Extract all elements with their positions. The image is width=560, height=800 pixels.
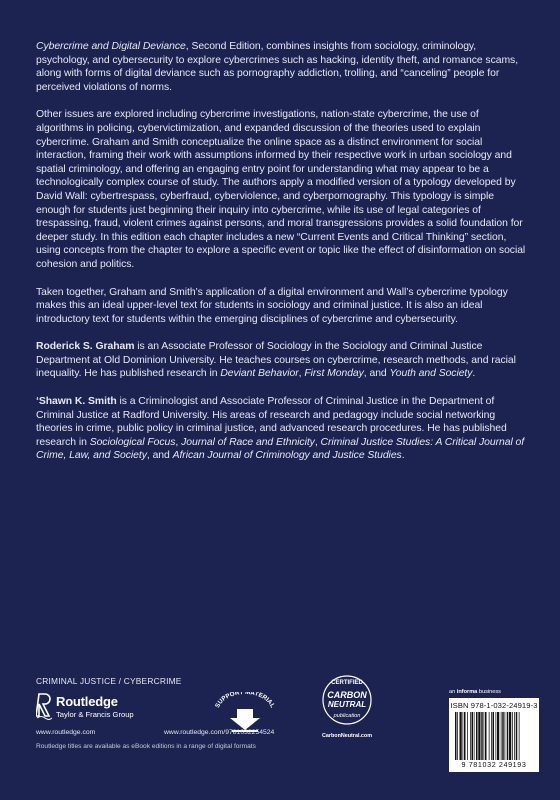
publisher-logo bbox=[36, 692, 151, 720]
bio-smith: ‘Shawn K. Smith is a Criminologist and Associate Professor of Criminal Justice in the Department of Criminal Justice at Radford University. His areas of research and pedagogy include social networking theories in crime, public policy in criminal justice, and advanced research procedures. He has published research in Sociological Focus, Journal of Race and Ethnicity, Criminal Justice Studies: A Critical Journal of Crime, Law, and Society, and African Journal of Criminology and Justice Studies. bbox=[36, 396, 525, 462]
carbon-bottom-text: publication bbox=[333, 713, 361, 719]
carbon-mid-2: NEUTRAL bbox=[327, 700, 367, 709]
support-material-badge bbox=[210, 692, 280, 734]
support-label: SUPPORT MATERIAL bbox=[214, 692, 277, 710]
carbon-neutral-url: CarbonNeutral.com bbox=[322, 733, 373, 739]
svg-text:SUPPORT MATERIAL bbox=[214, 692, 276, 709]
informa-tagline: an informa business bbox=[449, 689, 501, 695]
carbon-top-text: CERTIFIED bbox=[331, 680, 363, 686]
bio-graham: Roderick S. Graham is an Associate Professor of Sociology in the Sociology and Criminal Justice Department at Old Dominion University. He teaches courses on cybercrime, research methods, and racial inequality. He has published research in Deviant Behavior, First Monday, and Youth and Society. bbox=[36, 341, 516, 380]
author-name-smith: ‘Shawn K. Smith bbox=[36, 396, 117, 408]
subject-category: CRIMINAL JUSTICE / CYBERCRIME bbox=[36, 676, 182, 686]
download-arrow-icon bbox=[210, 692, 280, 732]
author-name-graham: Roderick S. Graham bbox=[36, 341, 135, 353]
publisher-name: Routledge bbox=[56, 694, 118, 709]
isbn-number: ISBN 978-1-032-24919-3 bbox=[450, 701, 538, 710]
ebook-footnote: Routledge titles are available as eBook editions in a range of digital formats bbox=[36, 743, 256, 750]
support-material-url: www.routledge.com/9781032254524 bbox=[164, 729, 275, 736]
carbon-mid-1: CARBON bbox=[327, 690, 367, 700]
description-block bbox=[36, 40, 526, 477]
publisher-subtitle: Taylor & Francis Group bbox=[56, 710, 134, 719]
barcode-digits: 9 781032 249193 bbox=[461, 760, 527, 769]
publisher-url: www.routledge.com bbox=[36, 729, 96, 736]
routledge-r-icon bbox=[36, 692, 52, 720]
barcode bbox=[455, 712, 535, 760]
description-paragraph-1: Cybercrime and Digital Deviance, Second Edition, combines insights from sociology, criminology, psychology, and cybersecurity to explore cybercrimes such as hacking, identity theft, and romance scams, along with forms of digital deviance such as pornography addiction, trolling, and “canceling” people for perceived violations of norms. bbox=[36, 41, 519, 93]
isbn-barcode-box bbox=[449, 698, 539, 772]
carbon-neutral-icon bbox=[312, 672, 382, 734]
description-paragraph-2: Other issues are explored including cybercrime investigations, nation-state cybercrime, the use of algorithms in policing, cybervictimization, and expanded discussion of the theories used to explain cybercrime. Graham and Smith conceptualize the online space as a distinct environment for social interaction, framing their work with assumptions informed by their respective work in urban sociology and spatial criminology, and offering an engaging entry point for understanding what may appear to be a technologically complex course of study. The authors apply a modified version of a typology developed by David Wall: cybertrespass, cyberfraud, cyberviolence, and cyberpornography. This typology is simple enough for students just beginning their inquiry into cybercrime, while its use of legal categories of trespassing, fraud, violent crimes against persons, and moral transgressions provides a solid foundation for deeper study. In this edition each chapter includes a new “Current Events and Critical Thinking” section, using concepts from the chapter to explore a specific event or topic like the effect of disinformation on social cohesion and politics. bbox=[36, 109, 526, 270]
author-bios bbox=[36, 340, 526, 463]
carbon-neutral-badge bbox=[312, 672, 382, 736]
description-paragraph-3: Taken together, Graham and Smith’s application of a digital environment and Wall’s cybercrime typology makes this an ideal upper-level text for students in sociology and criminal justice. It is also an ideal introductory text for students within the emerging disciplines of cybercrime and cybersecurity. bbox=[36, 286, 508, 325]
book-title: Cybercrime and Digital Deviance bbox=[36, 41, 186, 52]
